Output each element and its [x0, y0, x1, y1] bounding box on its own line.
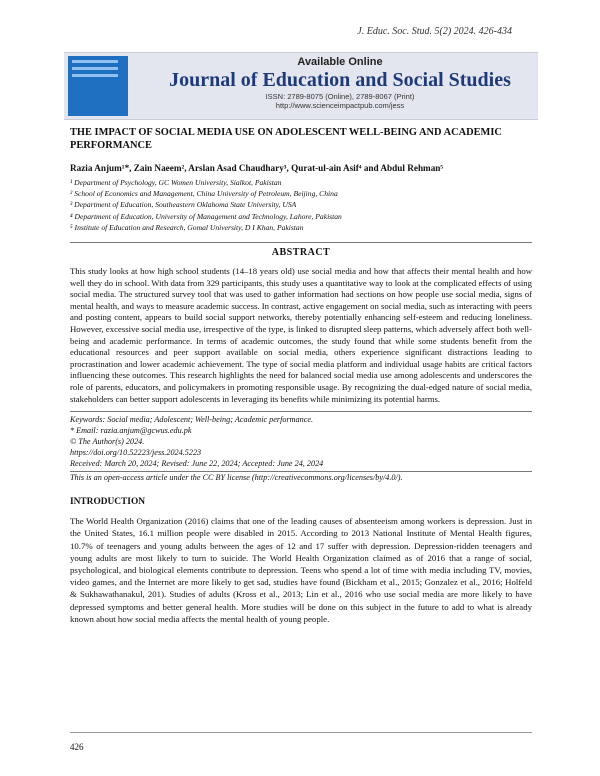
affiliation: ² School of Economics and Management, China University of Petroleum, Beijing, China [70, 189, 338, 199]
introduction-text: The World Health Organization (2016) claims that one of the leading causes of absenteeism among workers is depression. Just in the United States, 16.1 million people were disabled in 2015. According to 2013 National Institute of Mental Health figures, 10.7% of teenagers and young adults between the ages of 12 and 17 suffer with depression. Depression-ridden teenagers and young adults are most likely to turn to suicide. The World Health Organization claimed as of 2016 that a range of social, psychological, and biological elements contribute to depression. Teens who spend a lot of time with media including TV, movies, video games, and the Internet are more likely to get sad, studies have found (Bickham et al., 2015; Gonzalez et al., 2016; Holfeld & Sukhawathanakul, 201). Studies of adults (Kross et al., 2013; Lin et al., 2016 who use social media are more likely to have depressed symptoms and better general health. More studies will be done on this subject in the future to add to what is already known about how social media affects the mental health of young people. [70, 516, 532, 624]
keywords: Keywords: Social media; Adolescent; Well-being; Academic performance. [70, 415, 314, 425]
doi-link[interactable]: https://doi.org/10.52223/jess.2024.5223 [70, 448, 202, 458]
affiliation: ⁵ Institute of Education and Research, Gomal University, D I Khan, Pakistan [70, 222, 304, 232]
corresponding-email[interactable]: * Email: razia.anjum@gcwus.edu.pk [70, 426, 192, 436]
affiliation: ³ Department of Education, Southeastern Oklahoma State University, USA [70, 200, 297, 210]
submission-dates: Received: March 20, 2024; Revised: June 22, 2024; Accepted: June 24, 2024 [70, 458, 532, 472]
available-online-label: Available Online [297, 56, 383, 68]
journal-url[interactable]: http://www.scienceimpactpub.com/jess [275, 101, 405, 110]
issn: ISSN: 2789-8075 (Online), 2789-8067 (Print) [265, 92, 415, 101]
banner-text [160, 56, 520, 110]
article-body [70, 126, 532, 625]
footer-rule [70, 732, 532, 733]
abstract-heading: ABSTRACT [70, 242, 532, 258]
abstract-text: This study looks at how high school students (14–18 years old) use social media and how that affects their mental health and how well they do in school. With data from 329 participants, this study uses a quantitative way to look at the complicated effects of using social media. The structured survey tool that was used to gather information had sections on how people use social media, signs of mental health, and ways to measure academic success. In contrast, active engagement on social media, such as interacting with peers and posting content, appears to build social support networks, thereby potentially enhancing self-esteem and reducing loneliness. However, excessive social media use, irrespective of the type, is linked to disrupted sleep patterns, which adversely affect both well-being and academic performance. In terms of academic outcomes, the study found that while some students benefit from the educational resources and peer support available on social media, others experience significant distractions leading to procrastination and lower academic achievement. The type of social media platform and individual usage habits are critical factors influencing these outcomes. This research highlights the need for balanced social media use among adolescents and underscores the role of parents, educators, and policymakers in promoting responsible usage. By recognizing the dual-edged nature of social media, stakeholders can better support adolescents in leveraging its benefits while minimizing its potential harms. [70, 266, 532, 404]
journal-citation: J. Educ. Soc. Stud. 5(2) 2024. 426-434 [357, 26, 512, 37]
paper-title: THE IMPACT OF SOCIAL MEDIA USE ON ADOLESCENT WELL-BEING AND ACADEMIC PERFORMANCE [70, 127, 502, 151]
article-metadata [70, 411, 532, 483]
introduction-heading: INTRODUCTION [70, 497, 146, 508]
affiliations [70, 177, 532, 233]
author-list: Razia Anjum¹*, Zain Naeem², Arslan Asad Chaudhary³, Qurat-ul-ain Asif⁴ and Abdul Rehman⁵ [70, 163, 444, 173]
license-line: This is an open-access article under the CC BY license (http://creativecommons.org/licenses/by/4.0/). [70, 473, 403, 483]
copyright-line: © The Author(s) 2024. [70, 437, 145, 447]
journal-title: Journal of Education and Social Studies [169, 69, 511, 91]
affiliation: ¹ Department of Psychology, GC Women University, Sialkot, Pakistan [70, 178, 282, 187]
journal-cover-thumbnail [68, 56, 128, 116]
page-number: 426 [70, 742, 84, 752]
affiliation: ⁴ Department of Education, University of Management and Technology, Lahore, Pakistan [70, 211, 342, 221]
